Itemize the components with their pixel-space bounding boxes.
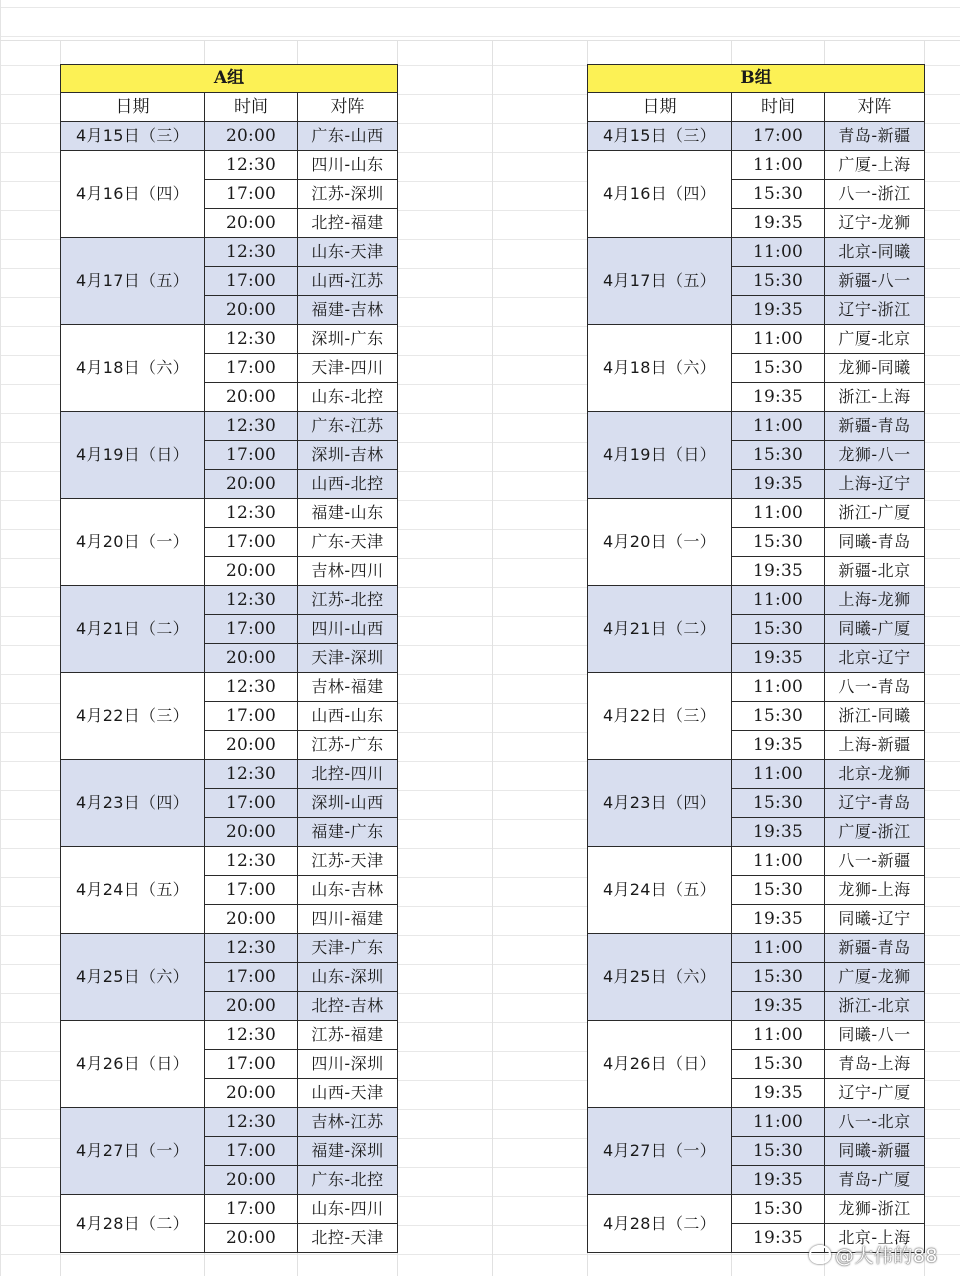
time-cell: 15:30 [732, 180, 825, 209]
time-cell: 20:00 [205, 644, 298, 673]
time-cell: 12:30 [205, 1108, 298, 1137]
matchup-cell: 广东-天津 [298, 528, 398, 557]
schedule-row [61, 586, 398, 615]
group-a-schedule-body [61, 122, 398, 1253]
matchup-cell: 深圳-吉林 [298, 441, 398, 470]
schedule-row [588, 151, 925, 180]
matchup-cell: 山西-天津 [298, 1079, 398, 1108]
time-cell: 15:30 [732, 963, 825, 992]
date-cell: 4月17日（五） [588, 238, 732, 325]
date-cell: 4月28日（二） [61, 1195, 205, 1253]
date-cell: 4月23日（四） [61, 760, 205, 847]
schedule-row [61, 1021, 398, 1050]
date-cell: 4月19日（日） [61, 412, 205, 499]
time-cell: 19:35 [732, 470, 825, 499]
matchup-cell: 龙狮-浙江 [825, 1195, 925, 1224]
time-cell: 17:00 [205, 1137, 298, 1166]
time-cell: 17:00 [732, 122, 825, 151]
match-column-header: 对阵 [298, 93, 398, 122]
time-cell: 20:00 [205, 1224, 298, 1253]
schedule-row [61, 847, 398, 876]
matchup-cell: 吉林-福建 [298, 673, 398, 702]
date-cell: 4月20日（一） [61, 499, 205, 586]
time-cell: 11:00 [732, 934, 825, 963]
matchup-cell: 四川-深圳 [298, 1050, 398, 1079]
matchup-cell: 龙狮-八一 [825, 441, 925, 470]
time-cell: 12:30 [205, 499, 298, 528]
matchup-cell: 同曦-新疆 [825, 1137, 925, 1166]
schedule-row [588, 412, 925, 441]
time-cell: 17:00 [205, 963, 298, 992]
schedule-row [61, 238, 398, 267]
match-column-header: 对阵 [825, 93, 925, 122]
date-cell: 4月22日（三） [588, 673, 732, 760]
matchup-cell: 八一-浙江 [825, 180, 925, 209]
time-cell: 12:30 [205, 238, 298, 267]
matchup-cell: 山东-天津 [298, 238, 398, 267]
time-cell: 12:30 [205, 760, 298, 789]
date-cell: 4月21日（二） [61, 586, 205, 673]
matchup-cell: 北控-福建 [298, 209, 398, 238]
matchup-cell: 上海-新疆 [825, 731, 925, 760]
time-cell: 20:00 [205, 1166, 298, 1195]
schedule-row [588, 499, 925, 528]
group-b-title: B组 [588, 65, 925, 93]
matchup-cell: 同曦-广厦 [825, 615, 925, 644]
time-cell: 15:30 [732, 1195, 825, 1224]
time-cell: 20:00 [205, 992, 298, 1021]
schedule-row [588, 847, 925, 876]
matchup-cell: 浙江-广厦 [825, 499, 925, 528]
date-cell: 4月20日（一） [588, 499, 732, 586]
time-cell: 19:35 [732, 1224, 825, 1253]
time-cell: 12:30 [205, 412, 298, 441]
date-cell: 4月16日（四） [61, 151, 205, 238]
time-cell: 19:35 [732, 992, 825, 1021]
matchup-cell: 浙江-同曦 [825, 702, 925, 731]
date-cell: 4月16日（四） [588, 151, 732, 238]
time-cell: 11:00 [732, 412, 825, 441]
time-cell: 19:35 [732, 731, 825, 760]
weibo-logo-icon [809, 1245, 831, 1264]
date-cell: 4月15日（三） [61, 122, 205, 151]
matchup-cell: 北控-吉林 [298, 992, 398, 1021]
date-cell: 4月23日（四） [588, 760, 732, 847]
time-cell: 19:35 [732, 296, 825, 325]
schedule-row [61, 1108, 398, 1137]
matchup-cell: 山东-四川 [298, 1195, 398, 1224]
matchup-cell: 福建-深圳 [298, 1137, 398, 1166]
time-cell: 19:35 [732, 383, 825, 412]
time-cell: 19:35 [732, 818, 825, 847]
time-cell: 11:00 [732, 673, 825, 702]
schedule-row [588, 586, 925, 615]
matchup-cell: 新疆-青岛 [825, 412, 925, 441]
time-cell: 20:00 [205, 731, 298, 760]
matchup-cell: 同曦-青岛 [825, 528, 925, 557]
date-cell: 4月15日（三） [588, 122, 732, 151]
matchup-cell: 江苏-福建 [298, 1021, 398, 1050]
matchup-cell: 同曦-辽宁 [825, 905, 925, 934]
matchup-cell: 天津-深圳 [298, 644, 398, 673]
time-cell: 15:30 [732, 267, 825, 296]
time-cell: 20:00 [205, 470, 298, 499]
date-cell: 4月24日（五） [588, 847, 732, 934]
watermark-text: @大伟的88 [834, 1245, 938, 1267]
time-cell: 15:30 [732, 702, 825, 731]
matchup-cell: 天津-四川 [298, 354, 398, 383]
time-cell: 12:30 [205, 325, 298, 354]
matchup-cell: 四川-福建 [298, 905, 398, 934]
matchup-cell: 山东-深圳 [298, 963, 398, 992]
matchup-cell: 同曦-八一 [825, 1021, 925, 1050]
time-cell: 19:35 [732, 557, 825, 586]
time-cell: 17:00 [205, 615, 298, 644]
date-cell: 4月19日（日） [588, 412, 732, 499]
date-cell: 4月18日（六） [61, 325, 205, 412]
matchup-cell: 江苏-广东 [298, 731, 398, 760]
matchup-cell: 龙狮-上海 [825, 876, 925, 905]
date-cell: 4月22日（三） [61, 673, 205, 760]
schedule-row [61, 499, 398, 528]
matchup-cell: 上海-辽宁 [825, 470, 925, 499]
matchup-cell: 江苏-天津 [298, 847, 398, 876]
matchup-cell: 山西-北控 [298, 470, 398, 499]
matchup-cell: 吉林-江苏 [298, 1108, 398, 1137]
matchup-cell: 广东-江苏 [298, 412, 398, 441]
matchup-cell: 上海-龙狮 [825, 586, 925, 615]
matchup-cell: 北控-天津 [298, 1224, 398, 1253]
weibo-watermark [809, 1241, 938, 1268]
matchup-cell: 八一-青岛 [825, 673, 925, 702]
matchup-cell: 山西-江苏 [298, 267, 398, 296]
time-cell: 11:00 [732, 1021, 825, 1050]
group-a-title: A组 [61, 65, 398, 93]
matchup-cell: 江苏-北控 [298, 586, 398, 615]
time-cell: 20:00 [205, 122, 298, 151]
time-cell: 17:00 [205, 528, 298, 557]
sheet-gridline [0, 40, 960, 41]
matchup-cell: 浙江-北京 [825, 992, 925, 1021]
time-cell: 11:00 [732, 1108, 825, 1137]
time-cell: 19:35 [732, 905, 825, 934]
matchup-cell: 山东-吉林 [298, 876, 398, 905]
matchup-cell: 八一-北京 [825, 1108, 925, 1137]
time-cell: 15:30 [732, 789, 825, 818]
matchup-cell: 吉林-四川 [298, 557, 398, 586]
schedule-row [588, 1195, 925, 1224]
matchup-cell: 福建-广东 [298, 818, 398, 847]
matchup-cell: 广厦-北京 [825, 325, 925, 354]
time-cell: 19:35 [732, 209, 825, 238]
group-a-schedule-table [60, 64, 398, 1253]
matchup-cell: 四川-山西 [298, 615, 398, 644]
time-cell: 15:30 [732, 441, 825, 470]
date-cell: 4月27日（一） [61, 1108, 205, 1195]
matchup-cell: 福建-山东 [298, 499, 398, 528]
time-cell: 20:00 [205, 905, 298, 934]
schedule-row [588, 238, 925, 267]
schedule-row [61, 760, 398, 789]
schedule-row [61, 151, 398, 180]
matchup-cell: 青岛-广厦 [825, 1166, 925, 1195]
matchup-cell: 新疆-北京 [825, 557, 925, 586]
matchup-cell: 辽宁-青岛 [825, 789, 925, 818]
time-cell: 20:00 [205, 296, 298, 325]
time-cell: 15:30 [732, 354, 825, 383]
group-b-schedule-body [588, 122, 925, 1253]
time-cell: 12:30 [205, 847, 298, 876]
schedule-row [61, 325, 398, 354]
matchup-cell: 福建-吉林 [298, 296, 398, 325]
date-cell: 4月27日（一） [588, 1108, 732, 1195]
date-cell: 4月21日（二） [588, 586, 732, 673]
time-cell: 19:35 [732, 1079, 825, 1108]
matchup-cell: 广厦-浙江 [825, 818, 925, 847]
matchup-cell: 江苏-深圳 [298, 180, 398, 209]
time-cell: 17:00 [205, 1050, 298, 1079]
schedule-row [61, 1195, 398, 1224]
schedule-row [588, 1108, 925, 1137]
matchup-cell: 北京-辽宁 [825, 644, 925, 673]
time-cell: 17:00 [205, 354, 298, 383]
matchup-cell: 辽宁-浙江 [825, 296, 925, 325]
time-cell: 17:00 [205, 789, 298, 818]
time-cell: 17:00 [205, 441, 298, 470]
matchup-cell: 北京-龙狮 [825, 760, 925, 789]
time-cell: 11:00 [732, 586, 825, 615]
matchup-cell: 新疆-青岛 [825, 934, 925, 963]
schedule-row [61, 122, 398, 151]
time-cell: 20:00 [205, 383, 298, 412]
time-cell: 11:00 [732, 847, 825, 876]
matchup-cell: 广东-北控 [298, 1166, 398, 1195]
time-column-header: 时间 [732, 93, 825, 122]
schedule-row [588, 325, 925, 354]
schedule-row [61, 934, 398, 963]
matchup-cell: 天津-广东 [298, 934, 398, 963]
time-cell: 19:35 [732, 644, 825, 673]
time-cell: 11:00 [732, 760, 825, 789]
date-cell: 4月25日（六） [61, 934, 205, 1021]
matchup-cell: 深圳-山西 [298, 789, 398, 818]
date-cell: 4月25日（六） [588, 934, 732, 1021]
time-column-header: 时间 [205, 93, 298, 122]
time-cell: 17:00 [205, 702, 298, 731]
matchup-cell: 北京-上海 [825, 1224, 925, 1253]
matchup-cell: 浙江-上海 [825, 383, 925, 412]
matchup-cell: 辽宁-龙狮 [825, 209, 925, 238]
schedule-row [588, 122, 925, 151]
time-cell: 20:00 [205, 818, 298, 847]
time-cell: 12:30 [205, 934, 298, 963]
time-cell: 12:30 [205, 1021, 298, 1050]
date-cell: 4月26日（日） [588, 1021, 732, 1108]
time-cell: 11:00 [732, 151, 825, 180]
matchup-cell: 广厦-龙狮 [825, 963, 925, 992]
date-cell: 4月24日（五） [61, 847, 205, 934]
time-cell: 17:00 [205, 267, 298, 296]
matchup-cell: 四川-山东 [298, 151, 398, 180]
time-cell: 17:00 [205, 180, 298, 209]
date-cell: 4月17日（五） [61, 238, 205, 325]
schedule-row [61, 412, 398, 441]
date-cell: 4月26日（日） [61, 1021, 205, 1108]
matchup-cell: 北控-四川 [298, 760, 398, 789]
sheet-gridline [492, 40, 493, 1276]
time-cell: 19:35 [732, 1166, 825, 1195]
time-cell: 17:00 [205, 1195, 298, 1224]
matchup-cell: 北京-同曦 [825, 238, 925, 267]
time-cell: 11:00 [732, 325, 825, 354]
time-cell: 12:30 [205, 586, 298, 615]
date-column-header: 日期 [61, 93, 205, 122]
time-cell: 20:00 [205, 209, 298, 238]
time-cell: 12:30 [205, 673, 298, 702]
matchup-cell: 新疆-八一 [825, 267, 925, 296]
matchup-cell: 山东-北控 [298, 383, 398, 412]
matchup-cell: 八一-新疆 [825, 847, 925, 876]
matchup-cell: 辽宁-广厦 [825, 1079, 925, 1108]
time-cell: 15:30 [732, 876, 825, 905]
schedule-row [588, 934, 925, 963]
schedule-row [588, 1021, 925, 1050]
time-cell: 12:30 [205, 151, 298, 180]
date-cell: 4月28日（二） [588, 1195, 732, 1253]
time-cell: 17:00 [205, 876, 298, 905]
matchup-cell: 龙狮-同曦 [825, 354, 925, 383]
date-column-header: 日期 [588, 93, 732, 122]
time-cell: 11:00 [732, 499, 825, 528]
matchup-cell: 青岛-新疆 [825, 122, 925, 151]
time-cell: 15:30 [732, 1137, 825, 1166]
time-cell: 20:00 [205, 1079, 298, 1108]
matchup-cell: 山西-山东 [298, 702, 398, 731]
schedule-row [61, 673, 398, 702]
matchup-cell: 青岛-上海 [825, 1050, 925, 1079]
schedule-row [588, 673, 925, 702]
date-cell: 4月18日（六） [588, 325, 732, 412]
matchup-cell: 广厦-上海 [825, 151, 925, 180]
schedule-row [588, 760, 925, 789]
time-cell: 15:30 [732, 1050, 825, 1079]
matchup-cell: 深圳-广东 [298, 325, 398, 354]
matchup-cell: 广东-山西 [298, 122, 398, 151]
time-cell: 11:00 [732, 238, 825, 267]
group-b-schedule-table [587, 64, 925, 1253]
time-cell: 15:30 [732, 528, 825, 557]
time-cell: 20:00 [205, 557, 298, 586]
time-cell: 15:30 [732, 615, 825, 644]
